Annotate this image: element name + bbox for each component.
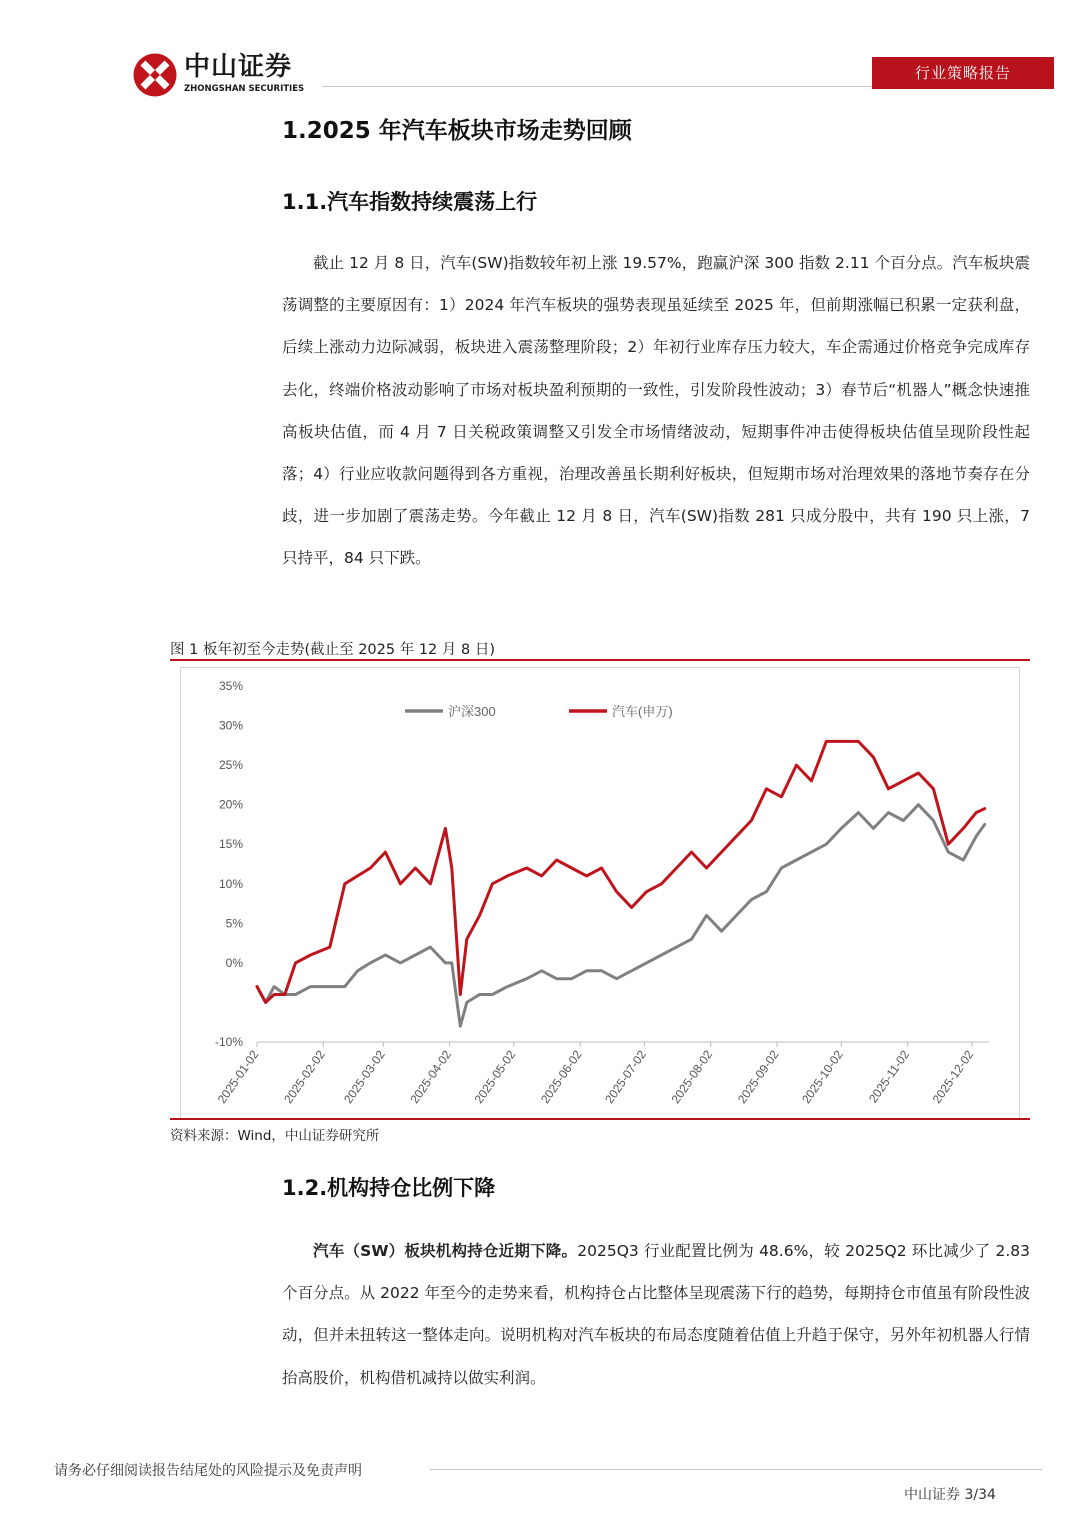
y-tick-label: 15%	[218, 837, 243, 852]
x-tick-label: 2025-03-02	[341, 1047, 388, 1107]
body-paragraph-2	[282, 1230, 1030, 1399]
x-tick-label: 2025-10-02	[799, 1047, 846, 1107]
report-type-badge: 行业策略报告	[872, 57, 1054, 89]
header-divider	[322, 86, 872, 87]
paragraph-body: 2025Q3 行业配置比例为 48.6%，较 2025Q2 环比减少了 2.83 个百分点。从 2022 年至今的走势来看，机构持仓占比整体呈现震荡下行的趋势，每期持仓市值虽有阶段性波动，但并未扭转这一整体走向。说明机构对汽车板块的布局态度随着估值上升趋于保守，另外年初机器人行情抬高股价，机构借机减持以做实利润。	[282, 1242, 1031, 1387]
company-name-en: ZHONGSHAN SECURITIES	[184, 84, 305, 94]
section-title-1-2: 1.2.机构持仓比例下降	[282, 1176, 496, 1200]
page-number: 中山证券 3/34	[904, 1487, 996, 1503]
y-tick-label: 35%	[218, 679, 243, 693]
x-tick-label: 2025-06-02	[537, 1047, 585, 1107]
series-line-1	[257, 805, 985, 1026]
line-chart	[180, 667, 1020, 1119]
y-tick-label: 20%	[218, 797, 243, 812]
series-line-2	[257, 741, 985, 1002]
company-logo-icon	[132, 52, 178, 98]
x-tick-label: 2025-04-02	[407, 1047, 455, 1107]
footer-divider	[430, 1469, 1042, 1470]
figure-bottom-rule	[170, 1118, 1030, 1120]
x-tick-label: 2025-09-02	[734, 1047, 782, 1107]
x-tick-label: 2025-11-02	[865, 1047, 913, 1106]
x-tick-label: 2025-05-02	[471, 1047, 519, 1107]
company-name-cn: 中山证券	[184, 52, 293, 82]
section-title-1-1: 1.1.汽车指数持续震荡上行	[282, 190, 538, 214]
figure-caption: 图 1 板年初至今走势(截止至 2025 年 12 月 8 日)	[170, 642, 495, 658]
x-tick-label: 2025-12-02	[929, 1047, 977, 1107]
figure-source: 资料来源：Wind，中山证券研究所	[170, 1128, 380, 1144]
company-logo	[132, 52, 322, 98]
y-tick-label: -10%	[214, 1035, 243, 1049]
body-paragraph-1: 截止 12 月 8 日，汽车(SW)指数较年初上涨 19.57%，跑赢沪深 300 指数 2.11 个百分点。汽车板块震荡调整的主要原因有：1）2024 年汽车板块的强势表现虽延续至 2025 年，但前期涨幅已积累一定获利盘，后续上涨动力边际减弱，板块进入震荡整理阶段；2）年初行业库存压力较大，车企需通过价格竞争完成库存去化，终端价格波动影响了市场对板块盈利预期的一致性，引发阶段性波动；3）春节后“机器人”概念快速推高板块估值，而 4 月 7 日关税政策调整又引发全市场情绪波动，短期事件冲击使得板块估值呈现阶段性起落；4）行业应收款问题得到各方重视，治理改善虽长期利好板块，但短期市场对治理效果的落地节奏存在分歧，进一步加剧了震荡走势。今年截止 12 月 8 日，汽车(SW)指数 281 只成分股中，共有 190 只上涨，7 只持平，84 只下跌。	[282, 254, 1030, 568]
footer-disclaimer: 请务必仔细阅读报告结尾处的风险提示及免责声明	[54, 1463, 362, 1479]
section-title-1: 1.2025 年汽车板块市场走势回顾	[282, 118, 632, 144]
chart-canvas	[181, 668, 1021, 1120]
x-tick-label: 2025-07-02	[602, 1047, 649, 1107]
figure-top-rule	[170, 659, 1030, 661]
y-tick-label: 30%	[218, 718, 243, 733]
y-tick-label: 10%	[218, 876, 243, 891]
x-tick-label: 2025-01-02	[214, 1047, 262, 1107]
y-tick-label: 5%	[225, 916, 243, 931]
paragraph-lead: 汽车（SW）板块机构持仓近期下降。	[313, 1242, 578, 1260]
legend-label: 沪深300	[448, 704, 496, 719]
y-tick-label: 25%	[218, 758, 243, 773]
legend-label: 汽车(申万)	[612, 704, 673, 719]
y-tick-label: 0%	[225, 955, 243, 970]
x-tick-label: 2025-02-02	[281, 1047, 328, 1107]
x-tick-label: 2025-08-02	[668, 1047, 716, 1107]
